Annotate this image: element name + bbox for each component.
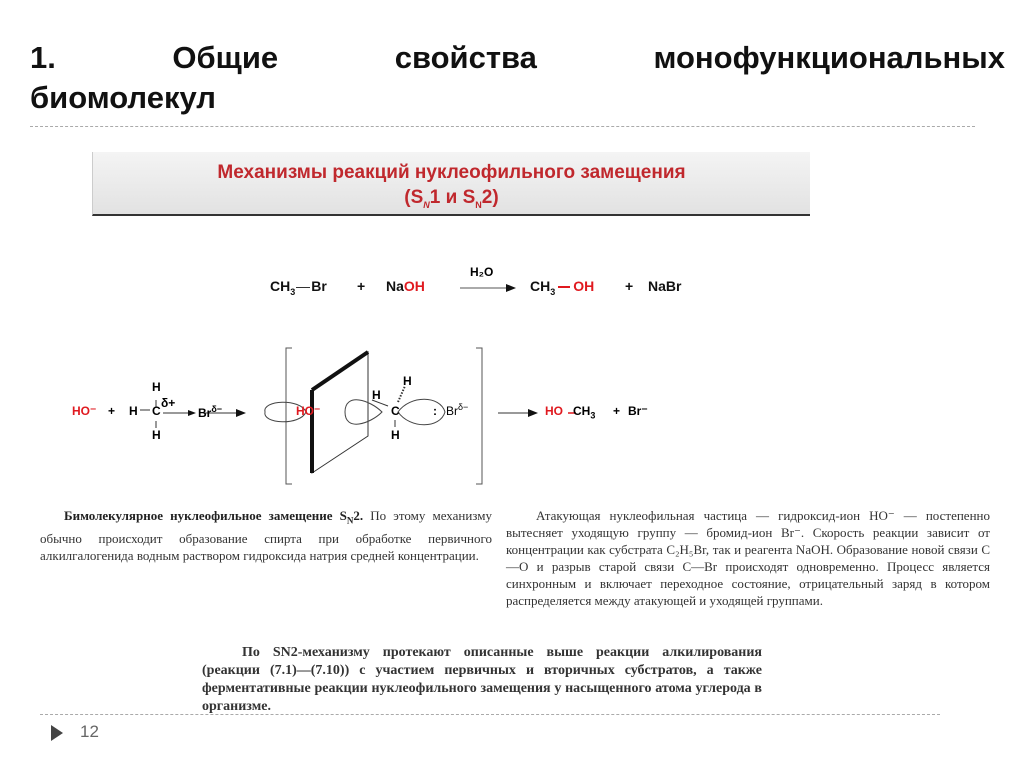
page-number: 12 bbox=[80, 722, 99, 741]
paragraph-right: Атакующая нуклеофильная частица — гидроксид-ион HO⁻ — постепенно вытесняет уходящую группу — бромид-ион Br⁻. Скорость реакции зависит от концентрации как субстрата C₂H₅Br, так и реагента NaOH. Образование новой связи C—O и разрыв старой связи C—Br происходят одновременно. Процесс является синхронным и включает переходное состояние, отрицательный заряд в котором распределяется между атакующей и уходящей группами. bbox=[506, 508, 990, 608]
hydroxide-ion: HO⁻ bbox=[72, 404, 97, 418]
plus: + bbox=[625, 278, 634, 294]
title-word: монофункциональных bbox=[653, 40, 1005, 75]
reaction-arrow bbox=[458, 282, 518, 294]
ts-hydroxide: HO⁻ bbox=[296, 404, 321, 418]
paragraph-bottom: По SN2-механизму протекают описанные выше реакции алкилирования (реакции (7.1)—(7.10)) с участием первичных и вторичных субстратов, а также ферментативные реакции нуклеофильного замещения у насыщенного атома углерода в организме. bbox=[202, 645, 762, 714]
header-line2: ($S_N1$ и $S_N2$) bbox=[404, 187, 499, 210]
divider-bottom bbox=[40, 714, 940, 715]
solvent-label: H₂O bbox=[470, 265, 494, 279]
reactant-ch3br: $CH_3$ Br bbox=[270, 278, 327, 297]
title-line2: биомолекул bbox=[30, 80, 216, 115]
title-word: 1. bbox=[30, 40, 56, 75]
section-header bbox=[92, 152, 810, 216]
atom-br: $Br^{\delta-}$ bbox=[198, 404, 223, 420]
product-nabr: NaBr bbox=[648, 278, 682, 294]
reactant-naoh: NaOH bbox=[386, 278, 425, 294]
bromide-ion: Br⁻ bbox=[628, 404, 648, 418]
title-word: Общие bbox=[172, 40, 279, 75]
header-line1: Механизмы реакций нуклеофильного замещения bbox=[217, 162, 686, 183]
product-methanol: $CH_3$ OH bbox=[530, 278, 595, 297]
plus: + bbox=[613, 404, 621, 418]
lone-pair: : bbox=[433, 404, 437, 418]
atom-h: H bbox=[403, 374, 412, 388]
next-slide-arrow-icon[interactable] bbox=[50, 724, 64, 742]
atom-h: H bbox=[152, 428, 161, 442]
title-word: свойства bbox=[394, 40, 537, 75]
plus: + bbox=[357, 278, 366, 294]
atom-h: H bbox=[129, 404, 138, 418]
atom-c: C bbox=[391, 404, 400, 418]
product-methanol: HO $CH_3$ bbox=[545, 404, 596, 421]
plus: + bbox=[108, 404, 116, 418]
atom-h: H bbox=[391, 428, 400, 442]
atom-c: C bbox=[152, 404, 161, 418]
atom-h: H bbox=[372, 388, 381, 402]
divider-top bbox=[30, 126, 975, 127]
paragraph-left: Бимолекулярное нуклеофильное замещение $S_N2$. По этому механизму обычно происходит образование спирта при обработке первичного алкилгалогенида водным раствором гидроксида натрия средней концентрации. bbox=[40, 508, 492, 563]
ts-bromine: $Br^{\delta-}$ bbox=[446, 402, 469, 418]
atom-h: H bbox=[152, 380, 161, 394]
partial-charge: δ+ bbox=[161, 396, 176, 410]
slide-title bbox=[30, 38, 1005, 118]
